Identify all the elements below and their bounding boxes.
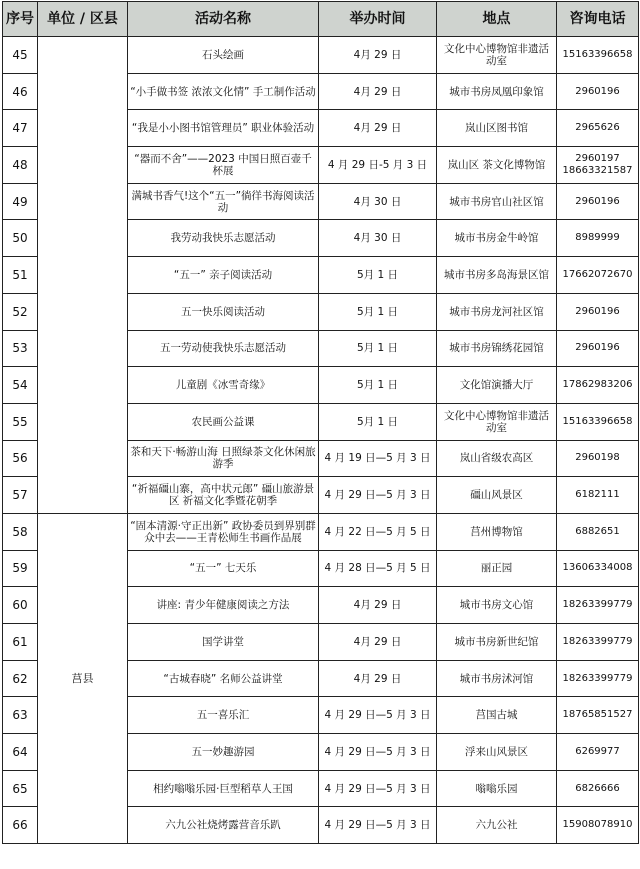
activity-time: 5月 1 日	[319, 257, 437, 294]
contact-phone: 2965626	[557, 110, 639, 147]
activity-name: “器而不舍”——2023 中国日照百壶千杯展	[128, 147, 319, 184]
contact-phone: 17862983206	[557, 367, 639, 404]
contact-phone: 18765851527	[557, 697, 639, 734]
activity-name: 讲座: 青少年健康阅读之方法	[128, 587, 319, 624]
activity-time: 4 月 29 日—5 月 3 日	[319, 477, 437, 514]
activity-name: 五一快乐阅读活动	[128, 293, 319, 330]
activity-venue: 丽正园	[437, 550, 557, 587]
unit-cell	[38, 37, 128, 514]
activity-venue: 岚山区 茶文化博物馆	[437, 147, 557, 184]
activity-name: 五一喜乐汇	[128, 697, 319, 734]
row-number: 63	[3, 697, 38, 734]
activity-time: 5月 1 日	[319, 330, 437, 367]
row-number: 59	[3, 550, 38, 587]
row-number: 50	[3, 220, 38, 257]
activity-venue: 六九公社	[437, 807, 557, 844]
header-time: 举办时间	[319, 2, 437, 37]
activity-name: 茶和天下·畅游山海 日照绿茶文化休闲旅游季	[128, 440, 319, 477]
row-number: 61	[3, 624, 38, 661]
contact-phone: 8989999	[557, 220, 639, 257]
activity-name: 六九公社烧烤露营音乐趴	[128, 807, 319, 844]
row-number: 62	[3, 660, 38, 697]
activity-venue: 城市书房锦绣花园馆	[437, 330, 557, 367]
table-body	[3, 37, 639, 844]
activity-venue: 城市书房沭河馆	[437, 660, 557, 697]
contact-phone: 17662072670	[557, 257, 639, 294]
activity-venue: 文化中心博物馆非遗活动室	[437, 37, 557, 74]
header-venue: 地点	[437, 2, 557, 37]
row-number: 57	[3, 477, 38, 514]
activity-time: 4 月 29 日—5 月 3 日	[319, 697, 437, 734]
contact-phone: 2960196	[557, 330, 639, 367]
row-number: 65	[3, 770, 38, 807]
activity-time: 4 月 29 日—5 月 3 日	[319, 734, 437, 771]
activity-name: 国学讲堂	[128, 624, 319, 661]
activity-venue: 岚山省级农高区	[437, 440, 557, 477]
row-number: 56	[3, 440, 38, 477]
contact-phone: 2960196	[557, 183, 639, 220]
row-number: 66	[3, 807, 38, 844]
contact-phone: 6826666	[557, 770, 639, 807]
activity-name: “祈福礓山寨，高中状元郎” 礓山旅游景区 祈福文化季暨花朝季	[128, 477, 319, 514]
activity-time: 5月 1 日	[319, 367, 437, 404]
contact-phone: 2960197 18663321587	[557, 147, 639, 184]
contact-phone: 6182111	[557, 477, 639, 514]
activity-time: 4月 29 日	[319, 37, 437, 74]
contact-phone: 13606334008	[557, 550, 639, 587]
activity-time: 4月 29 日	[319, 73, 437, 110]
activity-time: 4 月 29 日—5 月 3 日	[319, 807, 437, 844]
activity-time: 4 月 28 日—5 月 5 日	[319, 550, 437, 587]
header-name: 活动名称	[128, 2, 319, 37]
activity-venue: 城市书房新世纪馆	[437, 624, 557, 661]
row-number: 54	[3, 367, 38, 404]
activity-name: “固本清源·守正出新” 政协委员到界别群众中去——王青松师生书画作品展	[128, 513, 319, 550]
row-number: 49	[3, 183, 38, 220]
activity-venue: 文化馆演播大厅	[437, 367, 557, 404]
events-table	[2, 1, 639, 844]
activity-name: “五一” 亲子阅读活动	[128, 257, 319, 294]
row-number: 55	[3, 403, 38, 440]
header-phone: 咨询电话	[557, 2, 639, 37]
activity-name: 相约嗡嗡乐园·巨型稻草人王国	[128, 770, 319, 807]
row-number: 45	[3, 37, 38, 74]
activity-name: 五一妙趣游园	[128, 734, 319, 771]
table-row	[3, 513, 639, 550]
contact-phone: 15163396658	[557, 403, 639, 440]
contact-phone: 15908078910	[557, 807, 639, 844]
activity-venue: 莒国古城	[437, 697, 557, 734]
row-number: 48	[3, 147, 38, 184]
activity-time: 4月 30 日	[319, 220, 437, 257]
row-number: 53	[3, 330, 38, 367]
header-unit: 单位 / 区县	[38, 2, 128, 37]
activity-venue: 城市书房金牛岭馆	[437, 220, 557, 257]
activity-name: 农民画公益课	[128, 403, 319, 440]
table-row	[3, 37, 639, 74]
activity-venue: 城市书房龙河社区馆	[437, 293, 557, 330]
contact-phone: 6882651	[557, 513, 639, 550]
header-seq: 序号	[3, 2, 38, 37]
activity-name: “五一” 七天乐	[128, 550, 319, 587]
contact-phone: 18263399779	[557, 660, 639, 697]
activity-venue: 城市书房凤凰印象馆	[437, 73, 557, 110]
contact-phone: 18263399779	[557, 587, 639, 624]
activity-time: 5月 1 日	[319, 403, 437, 440]
activity-time: 4 月 22 日—5 月 5 日	[319, 513, 437, 550]
row-number: 64	[3, 734, 38, 771]
activity-name: “小手做书签 浓浓文化情” 手工制作活动	[128, 73, 319, 110]
activity-time: 4 月 29 日-5 月 3 日	[319, 147, 437, 184]
activity-time: 4月 29 日	[319, 624, 437, 661]
contact-phone: 18263399779	[557, 624, 639, 661]
activity-venue: 城市书房官山社区馆	[437, 183, 557, 220]
activity-time: 4月 30 日	[319, 183, 437, 220]
row-number: 51	[3, 257, 38, 294]
contact-phone: 15163396658	[557, 37, 639, 74]
activity-name: “古城春晓” 名师公益讲堂	[128, 660, 319, 697]
activity-time: 5月 1 日	[319, 293, 437, 330]
contact-phone: 6269977	[557, 734, 639, 771]
table-header	[3, 2, 639, 37]
activity-name: “我是小小图书馆管理员” 职业体验活动	[128, 110, 319, 147]
activity-venue: 莒州博物馆	[437, 513, 557, 550]
activity-venue: 嗡嗡乐园	[437, 770, 557, 807]
activity-time: 4 月 19 日—5 月 3 日	[319, 440, 437, 477]
activity-name: 我劳动我快乐志愿活动	[128, 220, 319, 257]
activity-time: 4月 29 日	[319, 110, 437, 147]
contact-phone: 2960196	[557, 293, 639, 330]
activity-venue: 城市书房文心馆	[437, 587, 557, 624]
county-cell: 莒县	[38, 513, 128, 843]
activity-name: 儿童剧《冰雪奇缘》	[128, 367, 319, 404]
row-number: 47	[3, 110, 38, 147]
row-number: 52	[3, 293, 38, 330]
activity-time: 4月 29 日	[319, 587, 437, 624]
activity-name: 石头绘画	[128, 37, 319, 74]
activity-name: 满城书香气!这个“五一”徜徉书海阅读活动	[128, 183, 319, 220]
activity-name: 五一劳动使我快乐志愿活动	[128, 330, 319, 367]
row-number: 60	[3, 587, 38, 624]
activity-venue: 城市书房多岛海景区馆	[437, 257, 557, 294]
activity-venue: 礓山风景区	[437, 477, 557, 514]
contact-phone: 2960198	[557, 440, 639, 477]
activity-venue: 岚山区图书馆	[437, 110, 557, 147]
row-number: 58	[3, 513, 38, 550]
row-number: 46	[3, 73, 38, 110]
activity-time: 4 月 29 日—5 月 3 日	[319, 770, 437, 807]
activity-venue: 浮来山风景区	[437, 734, 557, 771]
contact-phone: 2960196	[557, 73, 639, 110]
activity-time: 4月 29 日	[319, 660, 437, 697]
header-row	[3, 2, 639, 37]
activity-venue: 文化中心博物馆非遗活动室	[437, 403, 557, 440]
